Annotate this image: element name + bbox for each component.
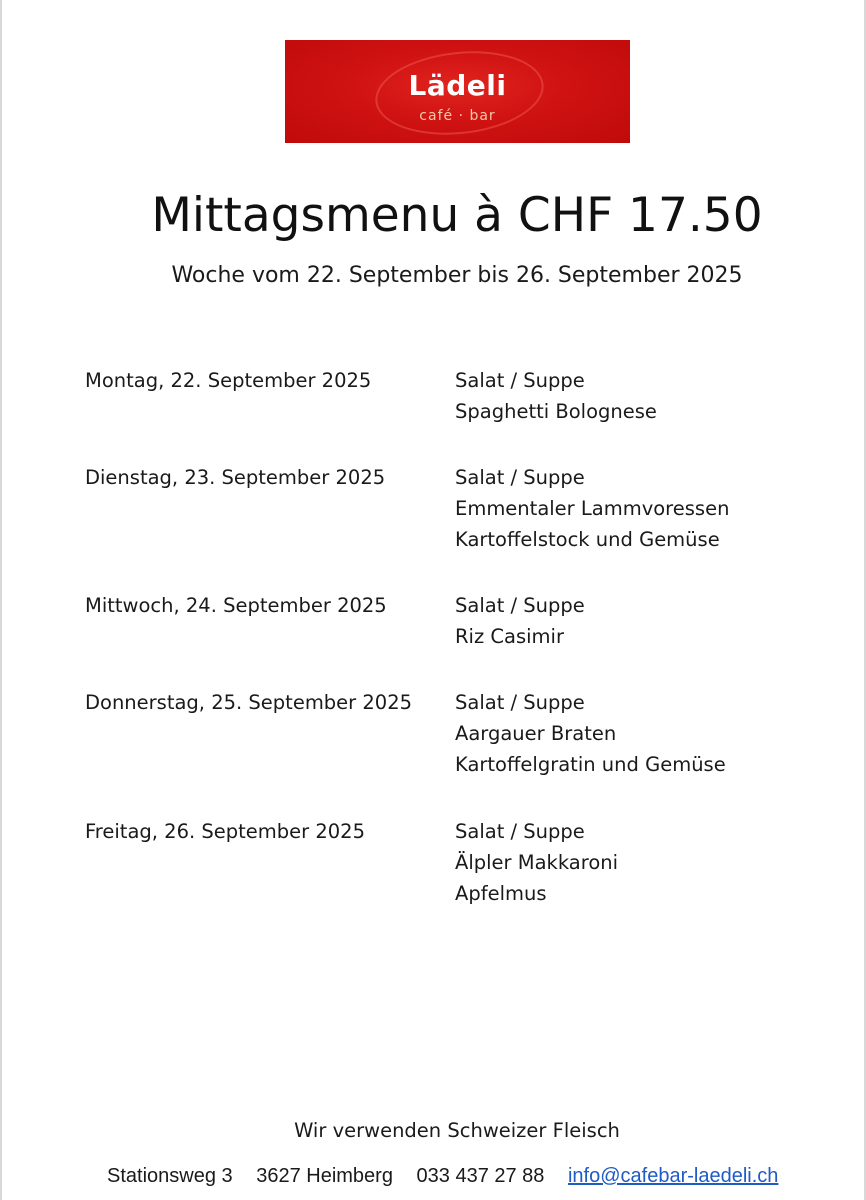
day-label: Montag, 22. September 2025	[85, 369, 372, 392]
dish-item: Aargauer Braten	[455, 722, 617, 745]
day-label: Dienstag, 23. September 2025	[85, 466, 386, 489]
page-edge-left	[0, 0, 2, 1200]
dish-item: Emmentaler Lammvoressen	[455, 497, 730, 520]
address-city: 3627 Heimberg	[256, 1165, 393, 1187]
dish-item: Salat / Suppe	[455, 691, 585, 714]
dish-list	[455, 365, 657, 427]
dish-item: Salat / Suppe	[455, 369, 585, 392]
dish-item: Älpler Makkaroni	[455, 851, 619, 874]
dish-list	[455, 590, 585, 652]
dish-item: Salat / Suppe	[455, 466, 585, 489]
day-label: Mittwoch, 24. September 2025	[85, 594, 387, 617]
dish-item: Apfelmus	[455, 882, 547, 905]
contact-footer	[107, 1165, 778, 1188]
email-link[interactable]: info@cafebar-laedeli.ch	[567, 1165, 779, 1187]
address-street: Stationsweg 3	[107, 1165, 233, 1187]
dish-item: Riz Casimir	[455, 625, 564, 648]
logo-name: Lädeli	[408, 69, 507, 102]
dish-item: Kartoffelstock und Gemüse	[455, 528, 720, 551]
laedeli-logo	[285, 40, 630, 143]
day-label: Freitag, 26. September 2025	[85, 820, 365, 843]
page-title: Mittagsmenu à CHF 17.50	[151, 188, 763, 243]
dish-item: Kartoffelgratin und Gemüse	[455, 753, 726, 776]
phone-number: 033 437 27 88	[416, 1165, 545, 1187]
dish-list	[455, 687, 726, 780]
week-subtitle: Woche vom 22. September bis 26. September 2025	[171, 263, 743, 288]
dish-item: Salat / Suppe	[455, 594, 585, 617]
dish-list	[455, 462, 729, 555]
dish-list	[455, 816, 618, 909]
day-label: Donnerstag, 25. September 2025	[85, 691, 413, 714]
logo-tagline: café · bar	[419, 108, 496, 124]
dish-item: Salat / Suppe	[455, 820, 585, 843]
dish-item: Spaghetti Bolognese	[455, 400, 657, 423]
meat-origin-note: Wir verwenden Schweizer Fleisch	[294, 1119, 620, 1142]
